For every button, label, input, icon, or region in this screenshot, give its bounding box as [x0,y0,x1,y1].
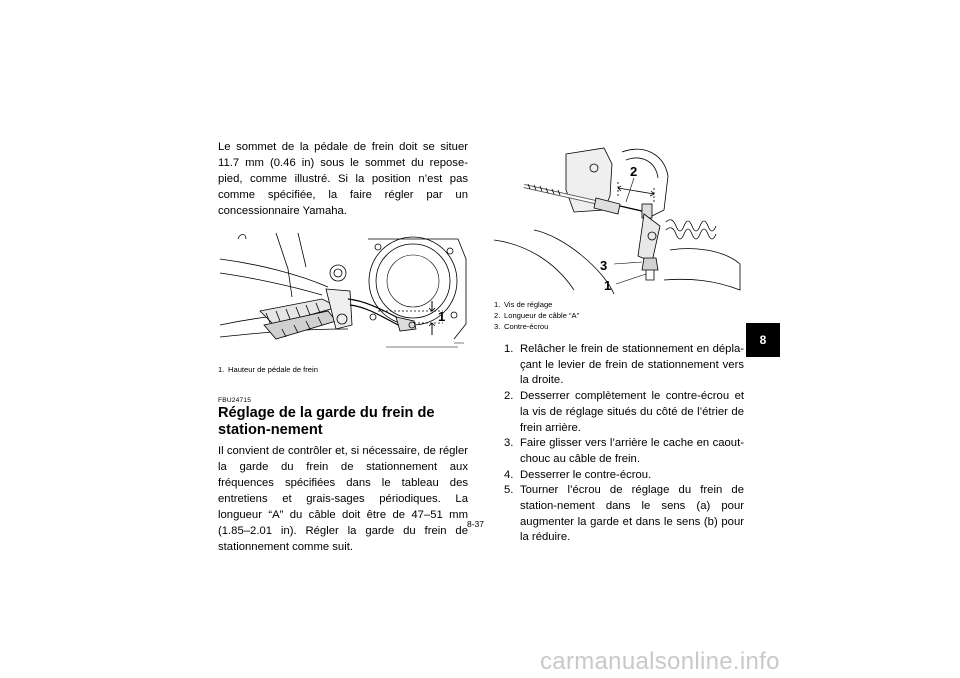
step-number: 2. [504,390,514,403]
step-number: 3. [504,437,514,450]
step-number: 4. [504,468,514,481]
right-column [494,140,744,546]
brake-pedal-illustration [218,229,468,359]
procedure-step [504,389,744,436]
step-text: Tourner l’écrou de réglage du frein de station-nement dans le sens (a) pour augmenter la garde et dans le sens (b) pour la réduire. [520,484,744,544]
chapter-tab: 8 [746,323,780,357]
figure2-caption-item [494,299,744,310]
left-column [218,139,468,555]
watermark: carmanualsonline.info [540,648,780,675]
section-paragraph: Il convient de contrôler et, si nécessaire, de régler la garde du frein de stationnement aux fréquences spécifiées dans le tableau des entretiens et grais-sages périodiques. La longueur “A” du câble doit être de 47–51 mm (1.85–2.01 in). Régler la garde du frein de stationnement comme suit. [218,445,468,553]
parking-brake-figure [494,140,744,295]
procedure-step [504,342,744,389]
intro-paragraph: Le sommet de la pédale de frein doit se situer 11.7 mm (0.46 in) sous le sommet du repose-pied, comme illustré. Si la position n’est pas comme spécifiée, la faire régler par un concessionnaire Yamaha. [218,141,468,217]
brake-pedal-figure [218,229,468,359]
figure2-callout-3: 3 [600,258,608,273]
step-number: 5. [504,484,514,497]
procedure-step [504,483,744,546]
section-heading: Réglage de la garde du frein de station-nement [218,405,435,438]
procedure-steps [494,342,744,546]
parking-brake-illustration [494,140,744,295]
procedure-step [504,436,744,467]
step-text: Desserrer le contre-écrou. [520,468,652,481]
section-code: FBU24715 [218,397,252,404]
caption-text: Contre-écrou [504,322,549,331]
caption-number: 3. [494,322,501,331]
caption-text: Vis de réglage [504,300,553,309]
figure2-captions [494,299,744,332]
figure2-caption-item [494,310,744,321]
step-text: Relâcher le frein de stationnement en dépla-çant le levier de frein de stationnement vers la droite. [520,343,744,387]
caption-number: 2. [494,311,501,320]
step-number: 1. [504,343,514,355]
figure2-callout-1: 1 [604,278,612,293]
caption-text: Longueur de câble “A” [504,311,580,320]
caption-text: Hauteur de pédale de frein [228,365,318,374]
figure2-callout-2: 2 [630,164,638,179]
figure1-caption-item [218,364,468,375]
figure2-caption-item [494,321,744,332]
step-text: Faire glisser vers l’arrière le cache en caout-chouc au câble de frein. [520,437,744,465]
caption-number: 1. [494,300,501,309]
figure1-captions [218,364,468,375]
figure1-callout-1: 1 [438,309,446,324]
caption-number: 1. [218,365,225,374]
procedure-step [504,468,744,484]
page-number: 8-37 [467,519,485,529]
step-text: Desserrer complètement le contre-écrou et la vis de réglage situés du côté de l’étrier de frein arrière. [520,390,744,434]
